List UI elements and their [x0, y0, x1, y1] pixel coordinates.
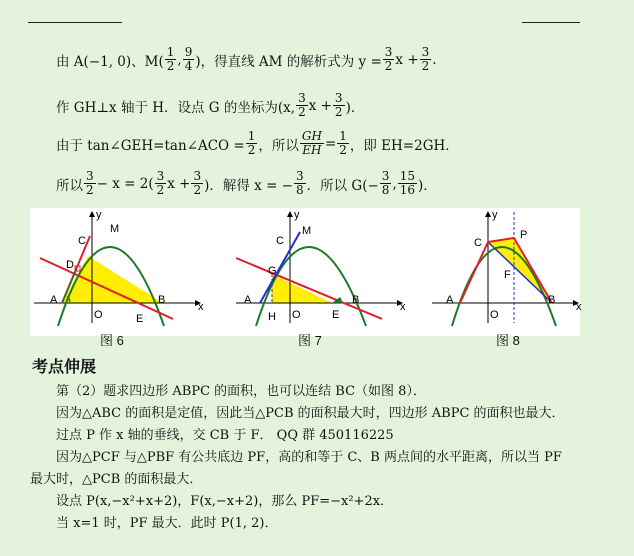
label-b: B [548, 294, 556, 306]
label-g: G [268, 265, 277, 277]
text: 由 A(−1, 0)、M( [56, 53, 164, 70]
top-right-rule [522, 22, 580, 23]
figure-7 [236, 209, 406, 326]
solution-line-1 [56, 46, 437, 73]
fraction: $\frac{3}{2}$ [421, 45, 430, 73]
figure-strip [30, 208, 580, 336]
fraction: $\frac{3}{2}$ [193, 169, 202, 197]
section-heading: 考点伸展 [32, 357, 97, 376]
text: ．所以 G(− [306, 177, 379, 194]
text: . [432, 51, 437, 68]
label-p: P [520, 229, 528, 241]
label-x: x [576, 301, 582, 313]
label-h: H [268, 311, 276, 323]
text: x + [308, 97, 332, 114]
fraction: $\frac{GH}{EH}$ [301, 129, 322, 157]
label-a: A [50, 294, 58, 306]
top-left-rule [28, 22, 122, 23]
label-m: M [110, 223, 120, 235]
fraction: $\frac{15}{16}$ [399, 169, 416, 197]
text: x + [395, 51, 419, 68]
text: , [177, 51, 182, 68]
paragraph-2: 因为△ABC 的面积是定值，因此当△PCB 的面积最大时，四边形 ABPC 的面积也最大． [56, 406, 565, 421]
fraction: $\frac{3}{8}$ [381, 169, 390, 197]
text: , [392, 175, 397, 192]
label-c: C [78, 235, 86, 247]
label-o: O [94, 309, 103, 321]
label-b: B [158, 294, 166, 306]
text: = [324, 135, 337, 152]
label-a: A [244, 294, 252, 306]
label-y: y [492, 209, 498, 221]
text: )．解得 x = − [204, 177, 293, 194]
figure-8 [432, 209, 582, 326]
fraction: $\frac{9}{4}$ [184, 45, 193, 73]
label-o: O [490, 309, 499, 321]
segment-ac [460, 242, 488, 303]
label-a: A [446, 294, 454, 306]
paragraph-5: 最大时，△PCB 的面积最大． [30, 472, 203, 487]
text: )． [418, 177, 437, 194]
solution-line-2 [56, 92, 364, 119]
solution-line-3 [56, 130, 459, 157]
paragraph-7: 当 x=1 时，PF 最大．此时 P(1, 2)． [56, 516, 278, 531]
red-line [40, 258, 173, 319]
text: )，得直线 AM 的解析式为 y = [195, 53, 382, 70]
text: )． [345, 99, 365, 116]
label-o: O [292, 309, 301, 321]
shaded-triangle [272, 274, 332, 303]
fraction: $\frac{3}{2}$ [298, 91, 306, 119]
label-x: x [400, 301, 406, 313]
label-m: M [302, 225, 312, 237]
label-e: E [136, 313, 144, 325]
fraction: $\frac{3}{8}$ [296, 169, 304, 197]
text: x + [167, 175, 191, 192]
label-y: y [294, 209, 300, 221]
solution-line-4 [56, 170, 437, 197]
label-x: x [198, 301, 204, 313]
text: 所以 [56, 177, 83, 194]
label-d: D [66, 259, 74, 271]
figure-6 [34, 209, 204, 326]
label-f: F [504, 269, 511, 281]
fraction: $\frac{1}{2}$ [247, 129, 256, 157]
text: 由于 tan∠GEH=tan∠ACO = [56, 137, 245, 154]
fraction: $\frac{3}{2}$ [384, 45, 393, 73]
fraction: $\frac{1}{2}$ [339, 129, 347, 157]
fraction: $\frac{3}{2}$ [334, 91, 343, 119]
caption-figure-8: 图 8 [496, 333, 520, 348]
paragraph-3: 过点 P 作 x 轴的垂线，交 CB 于 F． QQ 群 450116225 [56, 428, 394, 443]
paragraph-4: 因为△PCF 与△PBF 有公共底边 PF，高的和等于 C、B 两点间的水平距离，所以当 PF [56, 450, 562, 465]
label-c: C [276, 235, 284, 247]
label-c: C [474, 237, 482, 249]
text: − x = 2( [96, 175, 154, 192]
label-b: B [352, 294, 360, 306]
fraction: $\frac{3}{2}$ [156, 169, 165, 197]
caption-figure-6: 图 6 [100, 333, 124, 348]
fraction: $\frac{3}{2}$ [86, 169, 94, 197]
text: ，所以 [258, 137, 299, 154]
text: 作 GH⊥x 轴于 H．设点 G 的坐标为(x, [56, 99, 296, 116]
fraction: $\frac{1}{2}$ [166, 45, 175, 73]
paragraph-6: 设点 P(x,−x²+x+2)，F(x,−x+2)，那么 PF=−x²+2x． [56, 494, 394, 509]
label-e: E [332, 309, 340, 321]
caption-figure-7: 图 7 [298, 333, 322, 348]
text: ，即 EH=2GH． [349, 137, 459, 154]
red-line [236, 258, 382, 319]
paragraph-1: 第（2）题求四边形 ABPC 的面积，也可以连结 BC（如图 8）． [56, 384, 426, 399]
label-y: y [96, 209, 102, 221]
